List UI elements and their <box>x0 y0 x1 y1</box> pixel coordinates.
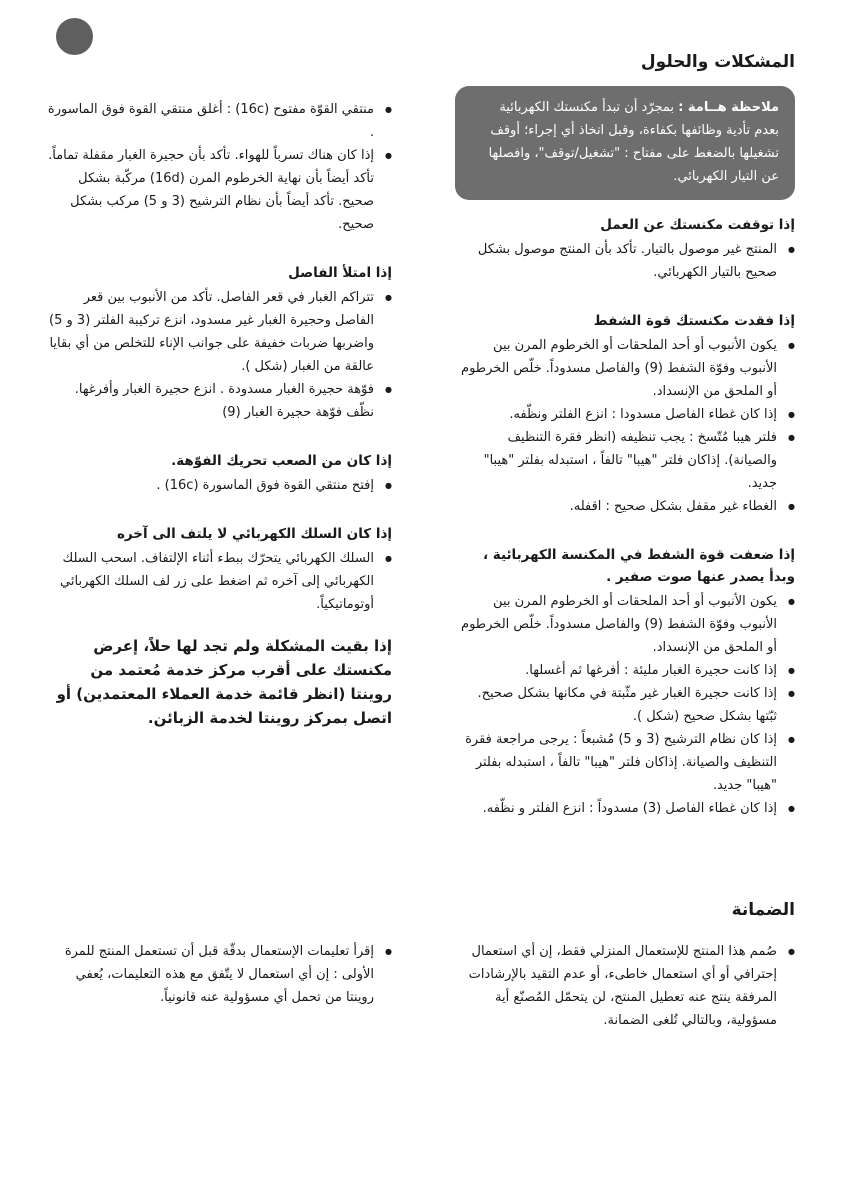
section-title-problems: المشكلات والحلول <box>640 52 795 72</box>
list-item: ● فوّهة حجيرة الغبار مسدودة . انزع حجيرة الغبار وأفرغها. نظّف فوّهة حجيرة الغبار (9) <box>47 378 392 424</box>
list-item: ● فلتر هيبا مُتّسخ : يجب تنظيفه (انظر فقرة التنظيف والصيانة). إذاكان فلتر "هيبا" تالفاً ، استبدله بفلتر "هيبا" جديد. <box>455 426 795 495</box>
list-item: ● إذا كانت حجيرة الغبار غير مثّبتة في مكانها بشكل صحيح. ثبّتها بشكل صحيح (شكل ). <box>455 682 795 728</box>
list-warranty-left <box>47 940 392 1009</box>
heading-separator-full: إذا امتلأ الفاصل <box>288 265 392 281</box>
service-center-notice: إذا بقيت المشكلة ولم تجد لها حلاً، إعرض مكنستك على أقرب مركز خدمة مُعتمد من روينتا (انظر قائمة خدمة العملاء المعتمدين) أو اتصل بمركز روينتا لخدمة الزبائن. <box>56 637 392 727</box>
list-lost-suction <box>455 334 795 518</box>
list-power-selector <box>47 98 392 236</box>
heading-stopped-working: إذا توقفت مكنستك عن العمل <box>600 217 795 233</box>
right-column <box>455 86 795 826</box>
list-item: ● تتراكم الغبار في قعر الفاصل. تأكد من الأنبوب بين قعر الفاصل وحجيرة الغبار غير مسدود، انزع تركيبة الفلتر (3 و 5) واضربها ضربات خفيفة على جوانب الإناء للتخلص من أي بقايا عالقة من الغبار (شكل ). <box>47 286 392 378</box>
list-cord-not-rewinding <box>47 547 392 616</box>
list-warranty-right <box>455 940 795 1032</box>
list-weak-suction-whistle <box>455 590 795 820</box>
warranty-right-column <box>455 940 795 1038</box>
list-nozzle-hard-to-move <box>47 474 392 497</box>
list-item: ● إذا كان هناك تسرباً للهواء. تأكد بأن حجيرة الغبار مقفلة تماماً. تأكد أيضاً بأن نهاية الخرطوم المرن (16d) مركّبة بشكل صحيح. تأكد أيضاً بأن نظام الترشيح (3 و 5) مركب بشكل صحيح. <box>47 144 392 236</box>
left-column <box>47 98 392 730</box>
warranty-left-column <box>47 940 392 1015</box>
heading-weak-suction-whistle: إذا ضعفت قوة الشفط في المكنسة الكهربائية ، وبدأ يصدر عنها صوت صفير . <box>482 547 795 585</box>
list-item: ● إذا كانت حجيرة الغبار مليئة : أفرغها ثم أغسلها. <box>455 659 795 682</box>
list-item: ● إفتح منتقي القوة فوق الماسورة (16c) . <box>47 474 392 497</box>
list-item: ● الغطاء غير مقفل بشكل صحيح : اقفله. <box>455 495 795 518</box>
section-title-warranty: الضمانة <box>731 900 795 920</box>
list-separator-full <box>47 286 392 424</box>
heading-cord-not-rewinding: إذا كان السلك الكهربائي لا يلتف الى آخره <box>116 526 392 542</box>
list-item: ● إقرأ تعليمات الإستعمال بدقّة قبل أن تستعمل المنتج للمرة الأولى : إن أي استعمال لا يتّفق مع هذه التعليمات، يُعفي روينتا من تحمل أي مسؤولية عنه قانونياً. <box>47 940 392 1009</box>
list-stopped-working <box>455 238 795 284</box>
page-marker-circle <box>56 18 93 55</box>
list-item: ● يكون الأنبوب أو أحد الملحقات أو الخرطوم المرن بين الأنبوب وفوّة الشفط (9) والفاصل مسدوداً. خلّص الخرطوم أو الملحق من الإنسداد. <box>455 590 795 659</box>
list-item: ● إذا كان غطاء الفاصل مسدودا : انزع الفلتر ونظّفه. <box>455 403 795 426</box>
list-item: ● منتقي القوّة مفتوح (16c) : أغلق منتقي القوة فوق الماسورة . <box>47 98 392 144</box>
list-item: ● يكون الأنبوب أو أحد الملحقات أو الخرطوم المرن بين الأنبوب وفوّة الشفط (9) والفاصل مسدوداً. خلّص الخرطوم أو الملحق من الإنسداد. <box>455 334 795 403</box>
heading-nozzle-hard-to-move: إذا كان من الصعب تحريك الفوّهة. <box>171 453 392 469</box>
note-label: ملاحظة هــامة : <box>678 100 779 115</box>
list-item: ● إذا كان غطاء الفاصل (3) مسدوداً : انزع الفلتر و نظّفه. <box>455 797 795 820</box>
list-item: ● السلك الكهربائي يتحرّك ببطء أثناء الإلتفاف. اسحب السلك الكهربائي إلى آخره ثم اضغط على زر لف السلك الكهربائي أوتوماتيكياً. <box>47 547 392 616</box>
list-item: ● إذا كان نظام الترشيح (3 و 5) مُشبعاً : يرجى مراجعة فقرة التنظيف والصيانة. إذاكان فلتر "هيبا" تالفاً ، استبدله بفلتر "هيبا" جديد. <box>455 728 795 797</box>
list-item: ● صُمم هذا المنتج للإستعمال المنزلي فقط، إن أي استعمال إحترافي أو أي استعمال خاطىء، أو عدم التقيد بالإرشادات المرفقة ينتج عنه تعطيل المنتج، لن يتحمّل المُصنّع أية مسؤولية، وبالتالي تُلغى الضمانة. <box>455 940 795 1032</box>
heading-lost-suction: إذا فقدت مكنستك قوة الشفط <box>593 313 795 329</box>
list-item: ● المنتج غير موصول بالتيار. تأكد بأن المنتج موصول بشكل صحيح بالتيار الكهربائي. <box>455 238 795 284</box>
important-note <box>455 86 795 200</box>
note-text: بمجرّد أن تبدأ مكنستك الكهربائية بعدم تأدية وظائفها بكفاءة، وقبل اتخاذ أي إجراء؛ أوقف تشغيلها بالضغط على مفتاح : "تشغيل/توقف"، وافصلها عن التيار الكهربائي. <box>488 100 779 184</box>
